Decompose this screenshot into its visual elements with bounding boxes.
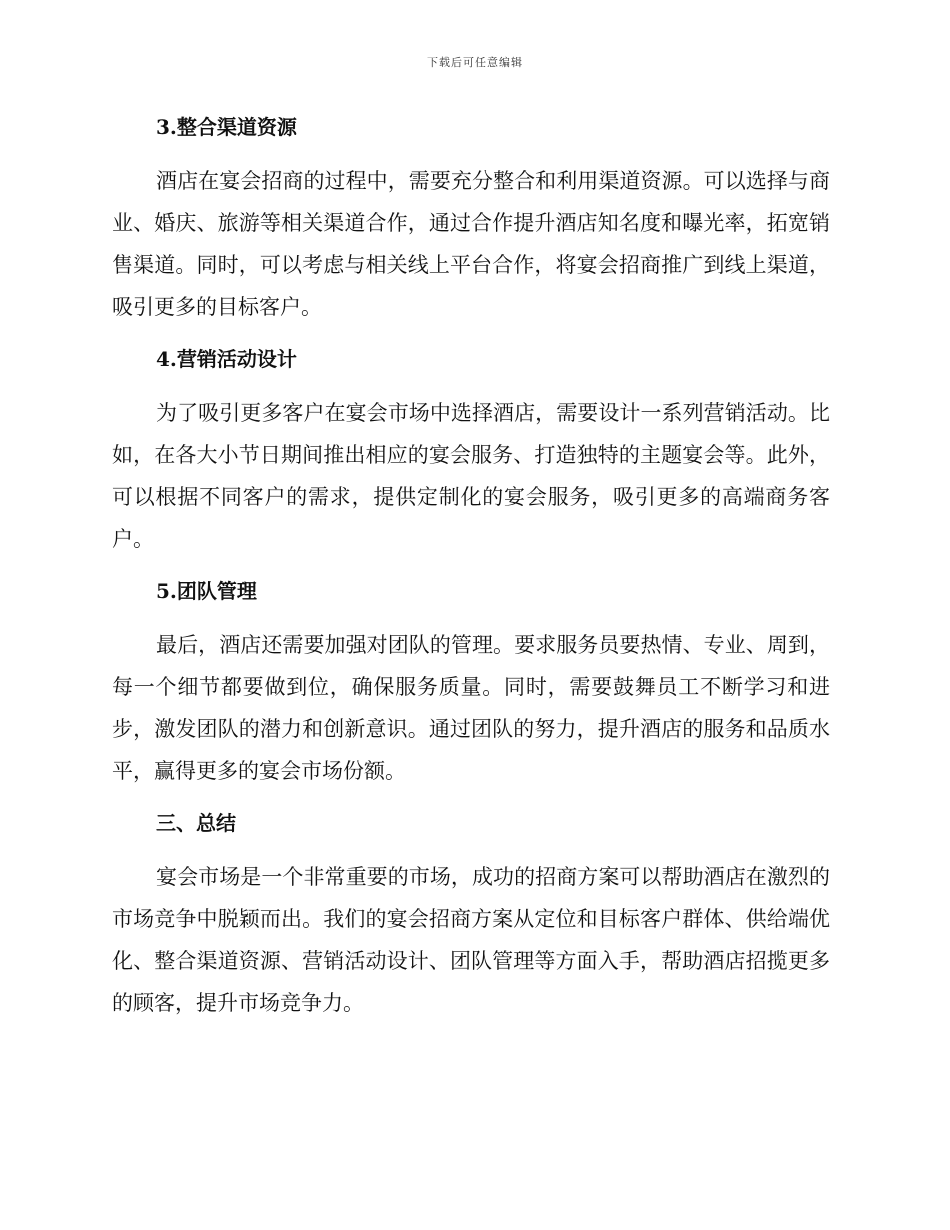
page-header: 下载后可任意编辑	[427, 56, 523, 69]
section-paragraph: 宴会市场是一个非常重要的市场，成功的招商方案可以帮助酒店在激烈的市场竞争中脱颖而出。我们的宴会招商方案从定位和目标客户群体、供给端优化、整合渠道资源、营销活动设计、团队管理等方面入手，帮助酒店招揽更多的顾客，提升市场竞争力。	[112, 865, 830, 1015]
section-team-management	[112, 574, 830, 792]
section-channel-resources	[112, 110, 830, 328]
section-paragraph: 最后，酒店还需要加强对团队的管理。要求服务员要热情、专业、周到，每一个细节都要做到位，确保服务质量。同时，需要鼓舞员工不断学习和进步，激发团队的潜力和创新意识。通过团队的努力，提升酒店的服务和品质水平，赢得更多的宴会市场份额。	[112, 633, 830, 783]
section-heading: 三、总结	[156, 811, 236, 835]
section-heading: 4.营销活动设计	[156, 347, 297, 371]
section-heading: 5.团队管理	[156, 579, 257, 603]
section-summary	[112, 806, 830, 1024]
section-paragraph: 酒店在宴会招商的过程中，需要充分整合和利用渠道资源。可以选择与商业、婚庆、旅游等相关渠道合作，通过合作提升酒店知名度和曝光率，拓宽销售渠道。同时，可以考虑与相关线上平台合作，将宴会招商推广到线上渠道，吸引更多的目标客户。	[112, 169, 830, 319]
section-marketing-design	[112, 342, 830, 560]
section-heading: 3.整合渠道资源	[156, 115, 297, 139]
document-content	[112, 110, 830, 1038]
section-paragraph: 为了吸引更多客户在宴会市场中选择酒店，需要设计一系列营销活动。比如，在各大小节日期间推出相应的宴会服务、打造独特的主题宴会等。此外，可以根据不同客户的需求，提供定制化的宴会服务，吸引更多的高端商务客户。	[112, 401, 830, 551]
